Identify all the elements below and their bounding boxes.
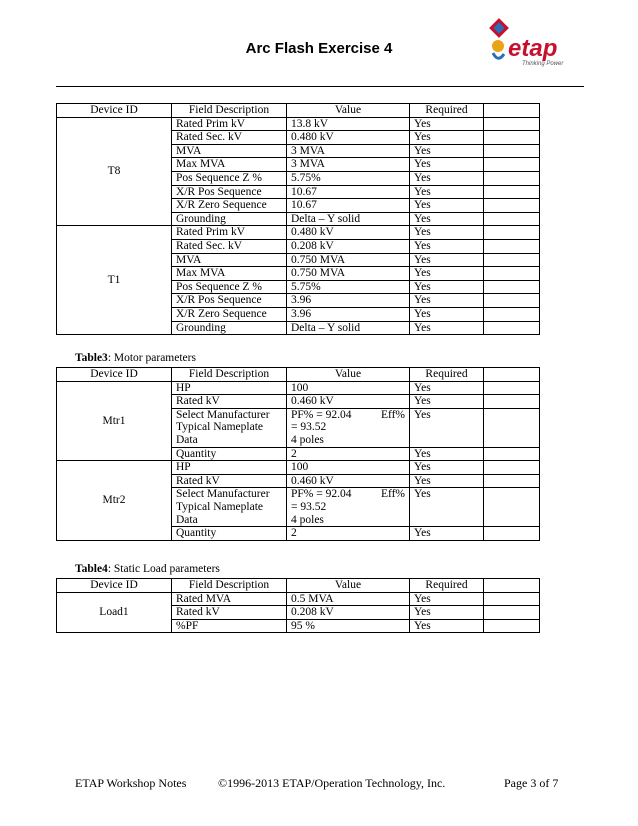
page-title: Arc Flash Exercise 4 — [245, 40, 393, 57]
value-cell: 3 MVA — [287, 158, 410, 172]
required-cell: Yes — [410, 253, 484, 267]
value-cell: Delta – Y solid — [287, 321, 410, 335]
blank-cell — [484, 267, 540, 281]
field-cell: MVA — [172, 144, 287, 158]
device-id-cell: T1 — [57, 226, 172, 335]
field-cell: Rated Sec. kV — [172, 131, 287, 145]
required-cell: Yes — [410, 474, 484, 488]
field-line: Data — [176, 513, 198, 526]
value-cell: 0.460 kV — [287, 395, 410, 409]
required-cell: Yes — [410, 144, 484, 158]
table3-caption: Table3: Motor parameters — [75, 352, 196, 364]
col-required: Required — [410, 368, 484, 382]
col-blank — [484, 104, 540, 118]
blank-cell — [484, 239, 540, 253]
field-cell: Grounding — [172, 321, 287, 335]
blank-cell — [484, 527, 540, 541]
required-cell: Yes — [410, 185, 484, 199]
transformer-table — [56, 103, 540, 335]
blank-cell — [484, 461, 540, 475]
field-cell: %PF — [172, 619, 287, 633]
logo-tagline: Thinking Power — [522, 61, 564, 67]
required-cell: Yes — [410, 527, 484, 541]
value-cell — [287, 488, 410, 527]
required-cell: Yes — [410, 280, 484, 294]
value-cell: 0.750 MVA — [287, 267, 410, 281]
value-cell: 3.96 — [287, 294, 410, 308]
value-cell: 0.480 kV — [287, 131, 410, 145]
field-cell: Max MVA — [172, 267, 287, 281]
value-cell: 100 — [287, 461, 410, 475]
field-cell — [172, 488, 287, 527]
field-cell: Rated kV — [172, 474, 287, 488]
value-cell: 100 — [287, 381, 410, 395]
field-cell: X/R Zero Sequence — [172, 199, 287, 213]
static-load-table — [56, 578, 540, 633]
value-cell: 13.8 kV — [287, 117, 410, 131]
col-value: Value — [287, 104, 410, 118]
value-line — [291, 409, 405, 422]
blank-cell — [484, 158, 540, 172]
table-header-row — [57, 579, 540, 593]
field-cell: Rated MVA — [172, 592, 287, 606]
field-cell: Quantity — [172, 527, 287, 541]
required-cell: Yes — [410, 395, 484, 409]
col-blank — [484, 368, 540, 382]
blank-cell — [484, 606, 540, 620]
footer-center: ©1996-2013 ETAP/Operation Technology, Inc. — [218, 776, 446, 790]
eff-value: = 93.52 — [291, 500, 327, 513]
poles-value: 4 poles — [291, 433, 324, 446]
required-cell: Yes — [410, 488, 484, 527]
col-value: Value — [287, 579, 410, 593]
blank-cell — [484, 199, 540, 213]
blank-cell — [484, 171, 540, 185]
poles-value: 4 poles — [291, 513, 324, 526]
field-cell: Pos Sequence Z % — [172, 280, 287, 294]
value-cell: 10.67 — [287, 199, 410, 213]
blank-cell — [484, 592, 540, 606]
col-field: Field Description — [172, 579, 287, 593]
device-id-cell: T8 — [57, 117, 172, 226]
required-cell: Yes — [410, 131, 484, 145]
field-line: Select Manufacturer — [176, 408, 270, 421]
field-line: Typical Nameplate — [176, 500, 264, 513]
value-cell: 10.67 — [287, 185, 410, 199]
table-header-row — [57, 104, 540, 118]
field-cell: X/R Zero Sequence — [172, 307, 287, 321]
footer-page-number: Page 3 of 7 — [504, 776, 559, 790]
field-cell: Quantity — [172, 447, 287, 461]
blank-cell — [484, 474, 540, 488]
blank-cell — [484, 294, 540, 308]
value-cell: 0.208 kV — [287, 239, 410, 253]
device-id-cell: Mtr1 — [57, 381, 172, 461]
required-cell: Yes — [410, 381, 484, 395]
blank-cell — [484, 447, 540, 461]
field-cell: Grounding — [172, 212, 287, 226]
field-cell: X/R Pos Sequence — [172, 185, 287, 199]
required-cell: Yes — [410, 158, 484, 172]
motor-table — [56, 367, 540, 541]
required-cell: Yes — [410, 117, 484, 131]
required-cell: Yes — [410, 199, 484, 213]
value-cell: 0.480 kV — [287, 226, 410, 240]
blank-cell — [484, 381, 540, 395]
table-header-row — [57, 368, 540, 382]
table-row — [57, 592, 540, 606]
logo-figure-icon — [489, 18, 509, 58]
table-row — [57, 381, 540, 395]
col-required: Required — [410, 104, 484, 118]
col-blank — [484, 579, 540, 593]
value-cell: 2 — [287, 527, 410, 541]
eff-value: = 93.52 — [291, 421, 327, 434]
required-cell: Yes — [410, 212, 484, 226]
table-row — [57, 117, 540, 131]
field-line: Select Manufacturer — [176, 488, 270, 501]
logo-wordmark: etap — [508, 35, 558, 62]
table-row — [57, 461, 540, 475]
required-cell: Yes — [410, 408, 484, 447]
required-cell: Yes — [410, 226, 484, 240]
required-cell: Yes — [410, 267, 484, 281]
col-field: Field Description — [172, 104, 287, 118]
value-cell: 0.750 MVA — [287, 253, 410, 267]
field-cell: Rated kV — [172, 606, 287, 620]
col-device-id: Device ID — [57, 104, 172, 118]
col-field: Field Description — [172, 368, 287, 382]
field-cell: Pos Sequence Z % — [172, 171, 287, 185]
required-cell: Yes — [410, 606, 484, 620]
value-cell: 0.208 kV — [287, 606, 410, 620]
required-cell: Yes — [410, 461, 484, 475]
value-cell: 3 MVA — [287, 144, 410, 158]
required-cell: Yes — [410, 321, 484, 335]
field-line: Typical Nameplate — [176, 421, 264, 434]
header-rule — [56, 86, 584, 87]
blank-cell — [484, 253, 540, 267]
value-cell: 2 — [287, 447, 410, 461]
blank-cell — [484, 226, 540, 240]
field-cell: Rated Sec. kV — [172, 239, 287, 253]
pf-value: PF% = 92.04 — [291, 408, 352, 421]
pf-value: PF% = 92.04 — [291, 488, 352, 501]
blank-cell — [484, 488, 540, 527]
required-cell: Yes — [410, 239, 484, 253]
field-cell: Max MVA — [172, 158, 287, 172]
field-cell: HP — [172, 381, 287, 395]
required-cell: Yes — [410, 307, 484, 321]
eff-label: Eff% — [380, 408, 405, 421]
value-line — [291, 488, 405, 501]
blank-cell — [484, 280, 540, 294]
blank-cell — [484, 212, 540, 226]
required-cell: Yes — [410, 447, 484, 461]
device-id-cell: Mtr2 — [57, 461, 172, 541]
col-device-id: Device ID — [57, 579, 172, 593]
field-cell: Rated Prim kV — [172, 117, 287, 131]
field-cell: HP — [172, 461, 287, 475]
blank-cell — [484, 408, 540, 447]
required-cell: Yes — [410, 294, 484, 308]
value-cell — [287, 408, 410, 447]
field-cell: Rated kV — [172, 395, 287, 409]
value-cell: 0.460 kV — [287, 474, 410, 488]
blank-cell — [484, 185, 540, 199]
col-required: Required — [410, 579, 484, 593]
required-cell: Yes — [410, 171, 484, 185]
field-line: Data — [176, 433, 198, 446]
blank-cell — [484, 395, 540, 409]
blank-cell — [484, 619, 540, 633]
table-row — [57, 226, 540, 240]
table4-caption: Table4: Static Load parameters — [75, 563, 220, 575]
value-cell: 3.96 — [287, 307, 410, 321]
etap-logo — [486, 18, 570, 72]
field-cell: MVA — [172, 253, 287, 267]
value-cell: 95 % — [287, 619, 410, 633]
device-id-cell: Load1 — [57, 592, 172, 633]
field-cell: Rated Prim kV — [172, 226, 287, 240]
value-cell: 5.75% — [287, 280, 410, 294]
field-cell: X/R Pos Sequence — [172, 294, 287, 308]
blank-cell — [484, 307, 540, 321]
blank-cell — [484, 144, 540, 158]
value-cell: 0.5 MVA — [287, 592, 410, 606]
required-cell: Yes — [410, 592, 484, 606]
value-cell: Delta – Y solid — [287, 212, 410, 226]
field-cell — [172, 408, 287, 447]
blank-cell — [484, 131, 540, 145]
eff-label: Eff% — [380, 488, 405, 501]
col-device-id: Device ID — [57, 368, 172, 382]
blank-cell — [484, 321, 540, 335]
col-value: Value — [287, 368, 410, 382]
blank-cell — [484, 117, 540, 131]
footer-left: ETAP Workshop Notes — [75, 776, 187, 790]
value-cell: 5.75% — [287, 171, 410, 185]
required-cell: Yes — [410, 619, 484, 633]
